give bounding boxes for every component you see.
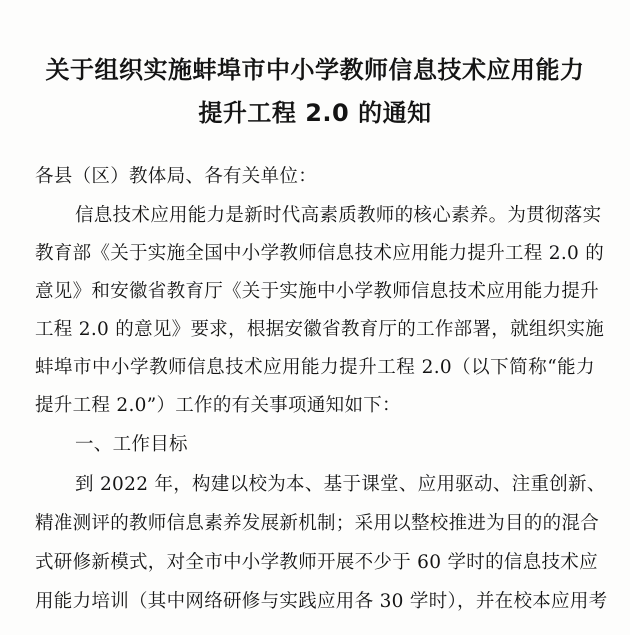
section-1-heading: 一、工作目标 xyxy=(75,434,188,455)
paragraph-2-line-4: 用能力培训（其中网络研修与实践应用各 30 学时），并在校本应用考 xyxy=(35,591,608,612)
document-title-line-1: 关于组织实施蚌埠市中小学教师信息技术应用能力 xyxy=(45,56,585,84)
paragraph-1-line-5: 蚌埠市中小学教师信息技术应用能力提升工程 2.0（以下简称“能力 xyxy=(35,357,595,378)
document-title-line-2: 提升工程 2.0 的通知 xyxy=(198,99,432,127)
paragraph-2-line-2: 精准测评的教师信息素养发展新机制；采用以整校推进为目的的混合 xyxy=(35,513,600,534)
paragraph-1-line-3: 意见》和安徽省教育厅《关于实施中小学教师信息技术应用能力提升 xyxy=(35,281,600,302)
paragraph-2-line-1: 到 2022 年，构建以校为本、基于课堂、应用驱动、注重创新、 xyxy=(75,474,606,495)
paragraph-1-line-6: 提升工程 2.0”）工作的有关事项通知如下： xyxy=(35,395,401,416)
paragraph-2-line-3: 式研修新模式，对全市中小学教师开展不少于 60 学时的信息技术应 xyxy=(35,552,598,573)
salutation: 各县（区）教体局、各有关单位： xyxy=(35,166,318,187)
paragraph-1-line-2: 教育部《关于实施全国中小学教师信息技术应用能力提升工程 2.0 的 xyxy=(35,243,605,264)
paragraph-1-line-4: 工程 2.0 的意见》要求，根据安徽省教育厅的工作部署，就组织实施 xyxy=(35,319,605,340)
paragraph-1-line-1: 信息技术应用能力是新时代高素质教师的核心素养。为贯彻落实 xyxy=(75,205,602,226)
